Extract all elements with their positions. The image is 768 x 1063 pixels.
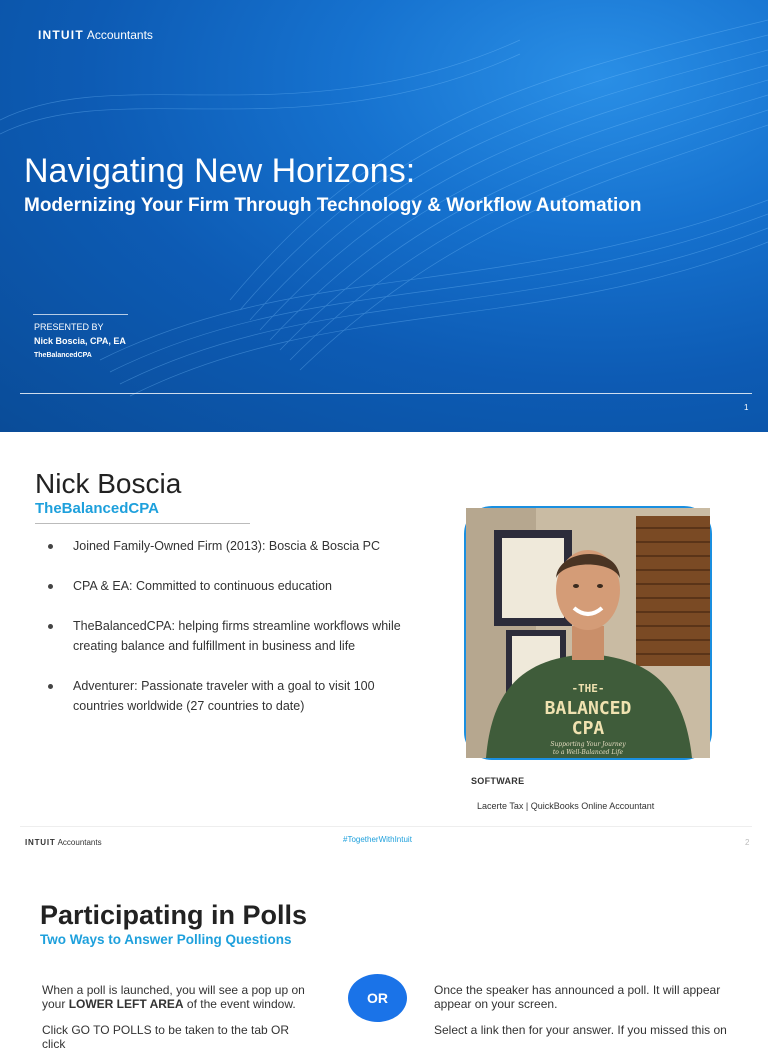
poll-instruction: Click GO TO POLLS to be taken to the tab OR click	[42, 1023, 290, 1051]
polls-subtitle: Two Ways to Answer Polling Questions	[40, 932, 292, 947]
speaker-bio-slide	[0, 432, 768, 864]
poll-instruction: Once the speaker has announced a poll. It will appear appear on your screen.	[434, 983, 721, 1011]
intuit-accountants-logo	[38, 28, 153, 42]
slide-number: 2	[745, 838, 750, 847]
bullet-dot-icon	[48, 684, 53, 689]
presenter-company: TheBalancedCPA	[34, 352, 92, 359]
poll-option-right	[434, 983, 734, 1049]
presenter-name: Nick Boscia, CPA, EA	[34, 336, 126, 346]
shirt-print-line: Supporting Your Journey	[550, 741, 626, 748]
bio-bullet-text: TheBalancedCPA: helping firms streamline workflows while creating balance and fulfillment in business and life	[73, 619, 401, 653]
bullet-dot-icon	[48, 544, 53, 549]
bio-bullet	[48, 536, 428, 556]
bullet-dot-icon	[48, 624, 53, 629]
bio-bullet	[48, 616, 428, 656]
intuit-accountants-logo	[25, 838, 102, 847]
presenter-divider	[33, 314, 128, 315]
speaker-photo	[464, 506, 712, 760]
poll-instruction-text: When a poll is launched, you will see a pop up on your	[42, 983, 305, 1011]
poll-option-left	[42, 983, 314, 1063]
or-badge: OR	[348, 974, 407, 1022]
bio-bullet	[48, 576, 428, 596]
poll-instruction	[42, 983, 314, 1011]
shirt-print-line: to a Well-Balanced Life	[552, 749, 624, 756]
software-label: SOFTWARE	[471, 776, 525, 786]
speaker-company: TheBalancedCPA	[35, 500, 159, 517]
bio-bullet	[48, 676, 428, 716]
bio-bullet-list	[48, 536, 428, 736]
shirt-print-line: CPA	[571, 718, 605, 739]
polls-title: Participating in Polls	[40, 900, 308, 930]
presented-by-label: PRESENTED BY	[34, 322, 104, 332]
slide-number: 1	[744, 403, 749, 412]
polls-slide	[0, 864, 768, 1051]
bio-bullet-text: CPA & EA: Committed to continuous education	[73, 579, 332, 593]
footer-divider	[20, 826, 752, 827]
heading-divider	[35, 523, 250, 524]
bio-bullet-text: Adventurer: Passionate traveler with a goal to visit 100 countries worldwide (27 countries to date)	[73, 679, 375, 713]
poll-instruction-emphasis: LOWER LEFT AREA	[68, 997, 184, 1011]
poll-instruction-text: of the event window.	[183, 997, 296, 1011]
shirt-print-line: BALANCED	[544, 698, 632, 719]
presentation-title: Navigating New Horizons:	[24, 152, 416, 190]
intuit-wordmark: INTUIT	[25, 838, 56, 847]
accountants-wordmark: Accountants	[57, 838, 102, 847]
presentation-subtitle: Modernizing Your Firm Through Technology & Workflow Automation	[24, 195, 642, 216]
title-slide	[0, 0, 768, 432]
speaker-photo-illustration	[466, 508, 710, 758]
poll-instruction: Select a link then for your answer. If you missed this on	[434, 1023, 727, 1037]
bullet-dot-icon	[48, 584, 53, 589]
intuit-wordmark: INTUIT	[38, 28, 84, 42]
speaker-name: Nick Boscia	[35, 468, 182, 499]
accountants-wordmark: Accountants	[86, 28, 153, 42]
footer-divider	[20, 393, 752, 394]
software-value: Lacerte Tax | QuickBooks Online Accountant	[477, 801, 655, 811]
shirt-print-line: -THE-	[571, 682, 605, 695]
bio-bullet-text: Joined Family-Owned Firm (2013): Boscia & Boscia PC	[73, 539, 381, 553]
hashtag-link[interactable]: #TogetherWithIntuit	[343, 835, 412, 844]
